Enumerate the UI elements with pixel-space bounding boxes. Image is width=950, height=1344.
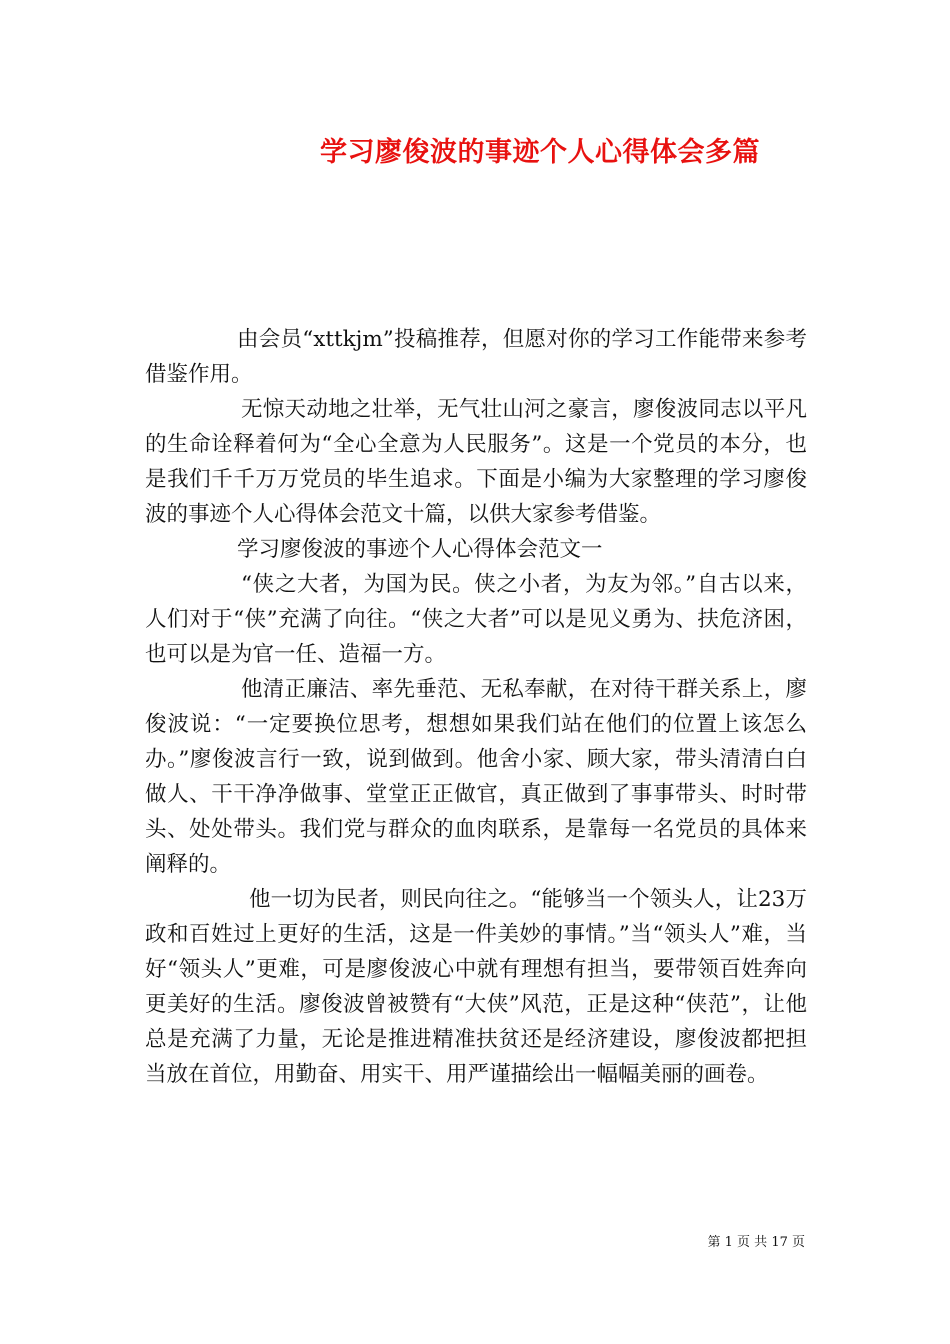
intro-paragraph: 由会员“xttkjm”投稿推荐，但愿对你的学习工作能带来参考借鉴作用。: [145, 327, 807, 387]
document-title: 学习廖俊波的事迹个人心得体会多篇: [320, 137, 760, 168]
document-body: [145, 322, 807, 1092]
page-number: 第 1 页 共 17 页: [707, 1235, 805, 1250]
section-heading: 学习廖俊波的事迹个人心得体会范文一: [237, 537, 603, 562]
body-paragraph-2: 他清正廉洁、率先垂范、无私奉献，在对待干群关系上，廖俊波说：“一定要换位思考，想想如果我们站在他们的位置上该怎么办。”廖俊波言行一致，说到做到。他舍小家、顾大家，带头清清白白做人、干干净净做事、堂堂正正做官，真正做到了事事带头、时时带头、处处带头。我们党与群众的血肉联系，是靠每一名党员的具体来阐释的。: [145, 677, 807, 877]
body-paragraph-3: 他一切为民者，则民向往之。“能够当一个领头人，让23万政和百姓过上更好的生活，这是一件美妙的事情。”当“领头人”难，当好“领头人”更难，可是廖俊波心中就有理想有担当，要带领百姓奔向更美好的生活。廖俊波曾被赞有“大侠”风范，正是这种“侠范”，让他总是充满了力量，无论是推进精准扶贫还是经济建设，廖俊波都把担当放在首位，用勤奋、用实干、用严谨描绘出一幅幅美丽的画卷。: [145, 887, 807, 1087]
body-paragraph-1: “侠之大者，为国为民。侠之小者，为友为邻。”自古以来，人们对于“侠”充满了向往。“侠之大者”可以是见义勇为、扶危济困，也可以是为官一任、造福一方。: [145, 572, 807, 667]
summary-paragraph: 无惊天动地之壮举，无气壮山河之豪言，廖俊波同志以平凡的生命诠释着何为“全心全意为人民服务”。这是一个党员的本分，也是我们千千万万党员的毕生追求。下面是小编为大家整理的学习廖俊波的事迹个人心得体会范文十篇，以供大家参考借鉴。: [145, 397, 807, 527]
